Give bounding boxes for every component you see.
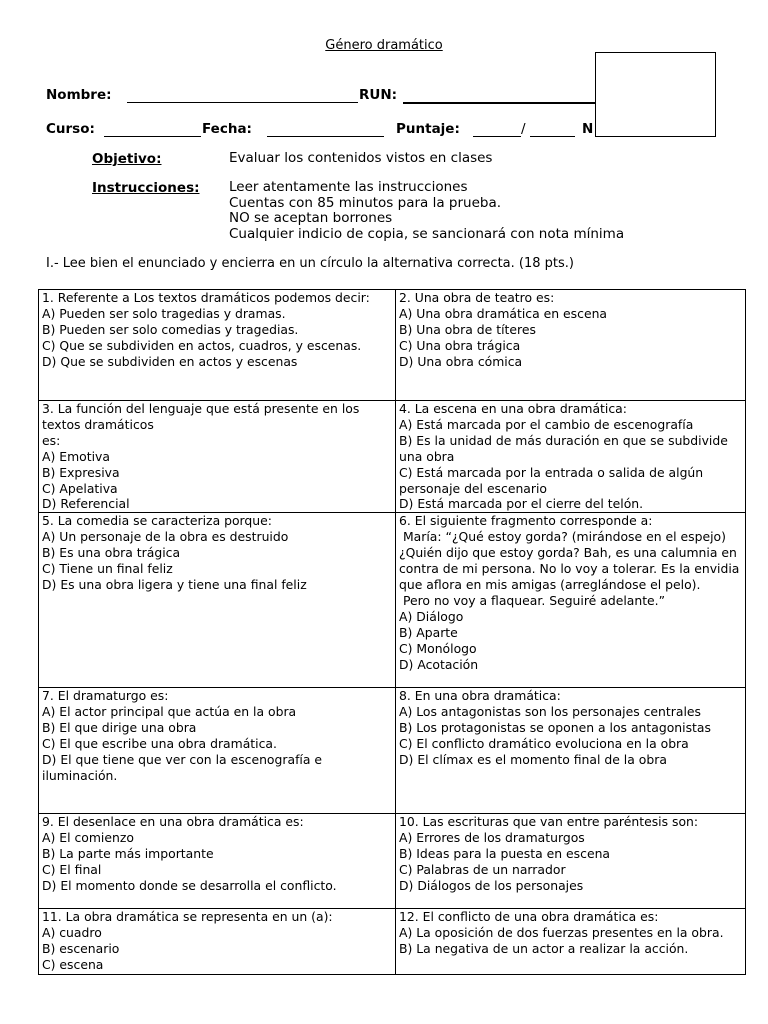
nota-label: N [582, 121, 594, 137]
puntaje-separator: / [521, 121, 526, 137]
option-b[interactable]: B) Una obra de títeres [399, 321, 536, 337]
objetivo-line: Evaluar los contenidos vistos en clases [229, 150, 493, 166]
option-a[interactable]: A) El comienzo [42, 830, 134, 846]
curso-input-line[interactable] [104, 136, 201, 137]
option-b[interactable]: B) Ideas para la puesta en escena [399, 846, 611, 862]
question-stem: 12. El conflicto de una obra dramática es: [399, 909, 659, 925]
option-d[interactable]: D) El que tiene que ver con la escenografía e iluminación. [42, 751, 323, 783]
question-stem: 5. La comedia se caracteriza porque: [42, 513, 272, 529]
question-5 [39, 513, 396, 688]
question-stem: 3. La función del lenguaje que está presente en los textos dramáticos [42, 401, 360, 432]
instruccion-item: NO se aceptan borrones [229, 210, 393, 226]
page-title: Género dramático [325, 38, 443, 53]
dialogue-fragment: Pero no voy a flaquear. Seguiré adelante.” [399, 592, 666, 608]
option-c[interactable]: C) El que escribe una obra dramática. [42, 736, 277, 752]
question-stem: 8. En una obra dramática: [399, 688, 561, 704]
question-3 [39, 401, 396, 513]
option-d[interactable]: D) Diálogos de los personajes [399, 877, 584, 893]
option-b[interactable]: B) Aparte [399, 624, 458, 640]
option-c[interactable]: C) Que se subdividen en actos, cuadros, y escenas. [42, 337, 362, 353]
objetivo-text [229, 151, 492, 167]
option-b[interactable]: B) La parte más importante [42, 846, 214, 862]
option-d[interactable]: D) Referencial [42, 496, 130, 512]
option-a[interactable]: A) El actor principal que actúa en la obra [42, 704, 297, 720]
option-d[interactable]: D) Que se subdividen en actos y escenas [42, 353, 298, 369]
question-stem: 10. Las escrituras que van entre paréntesis son: [399, 814, 699, 830]
puntaje-total-line[interactable] [530, 136, 575, 137]
puntaje-obtenido-line[interactable] [473, 136, 521, 137]
option-a[interactable]: A) Emotiva [42, 448, 110, 464]
option-c[interactable]: C) El final [42, 862, 102, 878]
run-input-line[interactable] [403, 102, 596, 104]
option-d[interactable]: D) Una obra cómica [399, 353, 523, 369]
question-9 [39, 814, 396, 909]
option-c[interactable]: C) El conflicto dramático evoluciona en la obra [399, 736, 689, 752]
run-label: RUN: [359, 87, 398, 103]
question-stem: 4. La escena en una obra dramática: [399, 401, 627, 416]
fecha-input-line[interactable] [267, 136, 384, 137]
question-6 [396, 513, 746, 688]
option-b[interactable]: B) Los protagonistas se oponen a los antagonistas [399, 720, 711, 736]
dialogue-fragment: María: “¿Qué estoy gorda? (mirándose en el espejo) ¿Quién dijo que estoy gorda? Bah, es una calumnia en contra de mi persona. No lo voy a tolerar. Es la envidia que aflora en mis amigas (arreglándose el pelo). [399, 529, 744, 592]
questions-table [38, 289, 746, 975]
option-a[interactable]: A) La oposición de dos fuerzas presentes en la obra. [399, 925, 724, 941]
instrucciones-list [229, 180, 624, 242]
question-11 [39, 909, 396, 975]
question-4 [396, 401, 746, 513]
option-b[interactable]: B) escenario [42, 941, 120, 957]
question-1 [39, 290, 396, 401]
option-d[interactable]: D) El momento donde se desarrolla el conflicto. [42, 877, 337, 893]
option-d[interactable]: D) Está marcada por el cierre del telón. [399, 496, 644, 512]
nombre-label: Nombre: [46, 87, 112, 103]
instruccion-item: Cuentas con 85 minutos para la prueba. [229, 194, 502, 211]
instrucciones-label: Instrucciones: [92, 180, 200, 196]
option-a[interactable]: A) Una obra dramática en escena [399, 305, 608, 321]
option-b[interactable]: B) La negativa de un actor a realizar la acción. [399, 941, 689, 957]
option-a[interactable]: A) Está marcada por el cambio de escenografía [399, 416, 694, 432]
instruccion-item: Cualquier indicio de copia, se sancionará con nota mínima [229, 225, 625, 242]
option-c[interactable]: C) Está marcada por la entrada o salida de algún personaje del escenario [399, 464, 704, 496]
option-b[interactable]: B) Pueden ser solo comedias y tragedias. [42, 321, 299, 337]
option-a[interactable]: A) Los antagonistas son los personajes centrales [399, 704, 701, 720]
option-d[interactable]: D) Es una obra ligera y tiene una final feliz [42, 576, 307, 592]
option-a[interactable]: A) Un personaje de la obra es destruido [42, 529, 289, 545]
question-stem: 2. Una obra de teatro es: [399, 290, 555, 305]
question-7 [39, 688, 396, 814]
question-stem: 7. El dramaturgo es: [42, 688, 169, 704]
instruccion-item: Leer atentamente las instrucciones [229, 179, 468, 195]
photo-box [595, 52, 716, 137]
option-b[interactable]: B) Es una obra trágica [42, 545, 181, 561]
option-c[interactable]: C) Tiene un final feliz [42, 561, 173, 577]
option-c[interactable]: C) escena [42, 957, 104, 973]
question-stem-cont: es: [42, 432, 61, 448]
option-a[interactable]: A) Pueden ser solo tragedias y dramas. [42, 305, 286, 321]
option-b[interactable]: B) El que dirige una obra [42, 720, 197, 736]
section-instruction: I.- Lee bien el enunciado y encierra en un círculo la alternativa correcta. (18 pts.) [46, 256, 574, 271]
option-d[interactable]: D) Acotación [399, 656, 479, 672]
question-stem: 11. La obra dramática se representa en un (a): [42, 909, 333, 925]
question-stem: 6. El siguiente fragmento corresponde a: [399, 513, 653, 529]
question-2 [396, 290, 746, 401]
objetivo-label: Objetivo: [92, 151, 162, 167]
curso-label: Curso: [46, 121, 95, 137]
fecha-label: Fecha: [202, 121, 252, 137]
question-12 [396, 909, 746, 975]
option-a[interactable]: A) Errores de los dramaturgos [399, 830, 585, 846]
option-c[interactable]: C) Monólogo [399, 640, 477, 656]
question-8 [396, 688, 746, 814]
option-c[interactable]: C) Palabras de un narrador [399, 862, 566, 878]
option-a[interactable]: A) Diálogo [399, 608, 464, 624]
question-stem: 1. Referente a Los textos dramáticos podemos decir: [42, 290, 370, 305]
nombre-input-line[interactable] [127, 102, 358, 103]
option-d[interactable]: D) El clímax es el momento final de la obra [399, 751, 667, 767]
question-10 [396, 814, 746, 909]
question-stem: 9. El desenlace en una obra dramática es: [42, 814, 304, 830]
option-b[interactable]: B) Es la unidad de más duración en que se subdivide una obra [399, 432, 728, 464]
option-c[interactable]: C) Una obra trágica [399, 337, 521, 353]
option-a[interactable]: A) cuadro [42, 925, 102, 941]
option-b[interactable]: B) Expresiva [42, 464, 120, 480]
puntaje-label: Puntaje: [396, 121, 460, 137]
option-c[interactable]: C) Apelativa [42, 480, 118, 496]
